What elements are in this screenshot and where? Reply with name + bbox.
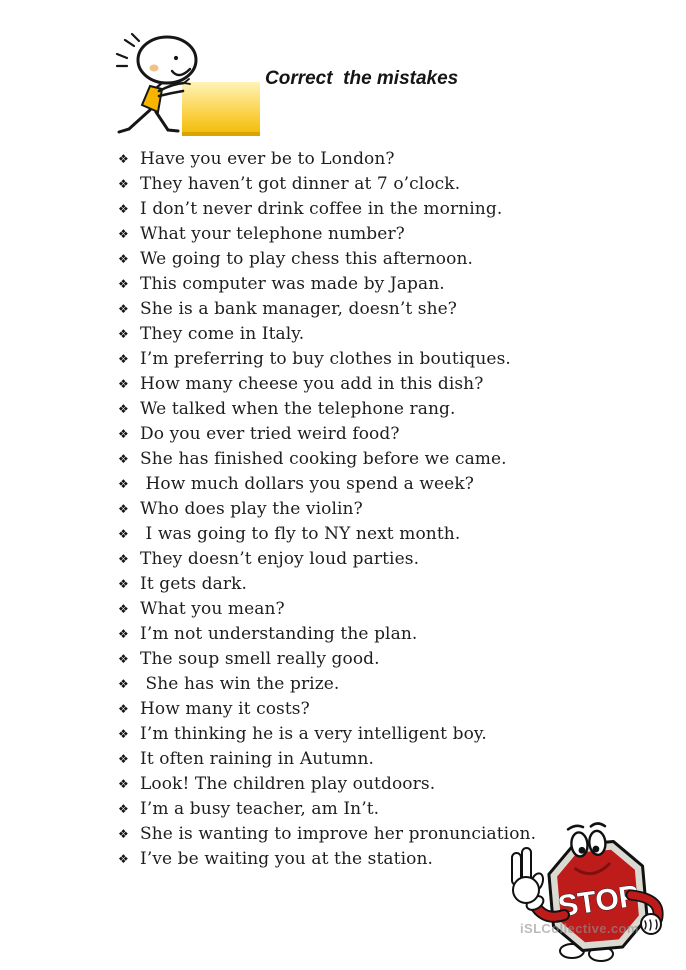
stop-sign-character-illustration [506, 820, 686, 970]
diamond-bullet-icon: ❖ [118, 477, 129, 491]
list-item [118, 174, 588, 199]
list-item [118, 599, 588, 624]
diamond-bullet-icon: ❖ [118, 802, 129, 816]
sentence-text: This computer was made by Japan. [140, 274, 445, 294]
list-item [118, 549, 588, 574]
diamond-bullet-icon: ❖ [118, 752, 129, 766]
list-item [118, 674, 588, 699]
sentence-text: How many cheese you add in this dish? [140, 374, 484, 394]
list-item [118, 449, 588, 474]
diamond-bullet-icon: ❖ [118, 177, 129, 191]
sentence-text: It gets dark. [140, 574, 248, 594]
sentence-text: I’m not understanding the plan. [140, 624, 418, 644]
list-item [118, 224, 588, 249]
list-item [118, 624, 588, 649]
kid-pushing-block-illustration [112, 32, 262, 144]
sentence-text: I was going to fly to NY next month. [140, 524, 461, 544]
sentence-text: How much dollars you spend a week? [140, 474, 474, 494]
diamond-bullet-icon: ❖ [118, 677, 129, 691]
diamond-bullet-icon: ❖ [118, 527, 129, 541]
list-item [118, 499, 588, 524]
sentence-text: They haven’t got dinner at 7 o’clock. [140, 174, 461, 194]
sentence-text: What your telephone number? [140, 224, 405, 244]
diamond-bullet-icon: ❖ [118, 777, 129, 791]
list-item [118, 374, 588, 399]
list-item [118, 774, 588, 799]
diamond-bullet-icon: ❖ [118, 727, 129, 741]
sentence-text: She is wanting to improve her pronunciation. [140, 824, 537, 844]
watermark: iSLCollective.com [520, 921, 639, 936]
list-item [118, 574, 588, 599]
sentence-text: I’m a busy teacher, am In’t. [140, 799, 380, 819]
diamond-bullet-icon: ❖ [118, 502, 129, 516]
diamond-bullet-icon: ❖ [118, 402, 129, 416]
sentence-text: I’ve be waiting you at the station. [140, 849, 434, 869]
sentence-text: Look! The children play outdoors. [140, 774, 436, 794]
sentence-text: They doesn’t enjoy loud parties. [140, 549, 420, 569]
sentence-text: Do you ever tried weird food? [140, 424, 400, 444]
sentence-list [118, 149, 588, 874]
list-item [118, 724, 588, 749]
sentence-text: It often raining in Autumn. [140, 749, 375, 769]
list-item [118, 299, 588, 324]
list-item [118, 274, 588, 299]
diamond-bullet-icon: ❖ [118, 577, 129, 591]
diamond-bullet-icon: ❖ [118, 452, 129, 466]
diamond-bullet-icon: ❖ [118, 377, 129, 391]
sentence-text: They come in Italy. [140, 324, 305, 344]
sentence-text: We talked when the telephone rang. [140, 399, 456, 419]
list-item [118, 149, 588, 174]
yellow-block [182, 82, 260, 136]
sentence-text: The soup smell really good. [140, 649, 380, 669]
list-item [118, 349, 588, 374]
diamond-bullet-icon: ❖ [118, 602, 129, 616]
sentence-text: Have you ever be to London? [140, 149, 395, 169]
diamond-bullet-icon: ❖ [118, 652, 129, 666]
list-item [118, 749, 588, 774]
sentence-text: Who does play the violin? [140, 499, 363, 519]
sentence-text: We going to play chess this afternoon. [140, 249, 474, 269]
list-item [118, 199, 588, 224]
diamond-bullet-icon: ❖ [118, 827, 129, 841]
diamond-bullet-icon: ❖ [118, 552, 129, 566]
diamond-bullet-icon: ❖ [118, 152, 129, 166]
diamond-bullet-icon: ❖ [118, 252, 129, 266]
sentence-text: I’m thinking he is a very intelligent boy. [140, 724, 487, 744]
diamond-bullet-icon: ❖ [118, 852, 129, 866]
list-item [118, 649, 588, 674]
sentence-text: She is a bank manager, doesn’t she? [140, 299, 458, 319]
diamond-bullet-icon: ❖ [118, 277, 129, 291]
diamond-bullet-icon: ❖ [118, 427, 129, 441]
page-title: Correct the mistakes [265, 68, 459, 89]
list-item [118, 524, 588, 549]
sentence-text: She has finished cooking before we came. [140, 449, 507, 469]
diamond-bullet-icon: ❖ [118, 702, 129, 716]
diamond-bullet-icon: ❖ [118, 352, 129, 366]
list-item [118, 399, 588, 424]
diamond-bullet-icon: ❖ [118, 627, 129, 641]
sentence-text: How many it costs? [140, 699, 310, 719]
list-item [118, 324, 588, 349]
sentence-text: She has win the prize. [140, 674, 340, 694]
diamond-bullet-icon: ❖ [118, 227, 129, 241]
diamond-bullet-icon: ❖ [118, 302, 129, 316]
list-item [118, 474, 588, 499]
diamond-bullet-icon: ❖ [118, 327, 129, 341]
sentence-text: What you mean? [140, 599, 285, 619]
sentence-text: I don’t never drink coffee in the morning. [140, 199, 503, 219]
list-item [118, 699, 588, 724]
sentence-text: I’m preferring to buy clothes in boutiques. [140, 349, 511, 369]
list-item [118, 424, 588, 449]
list-item [118, 249, 588, 274]
stop-sign-label: STOP [555, 879, 641, 924]
diamond-bullet-icon: ❖ [118, 202, 129, 216]
